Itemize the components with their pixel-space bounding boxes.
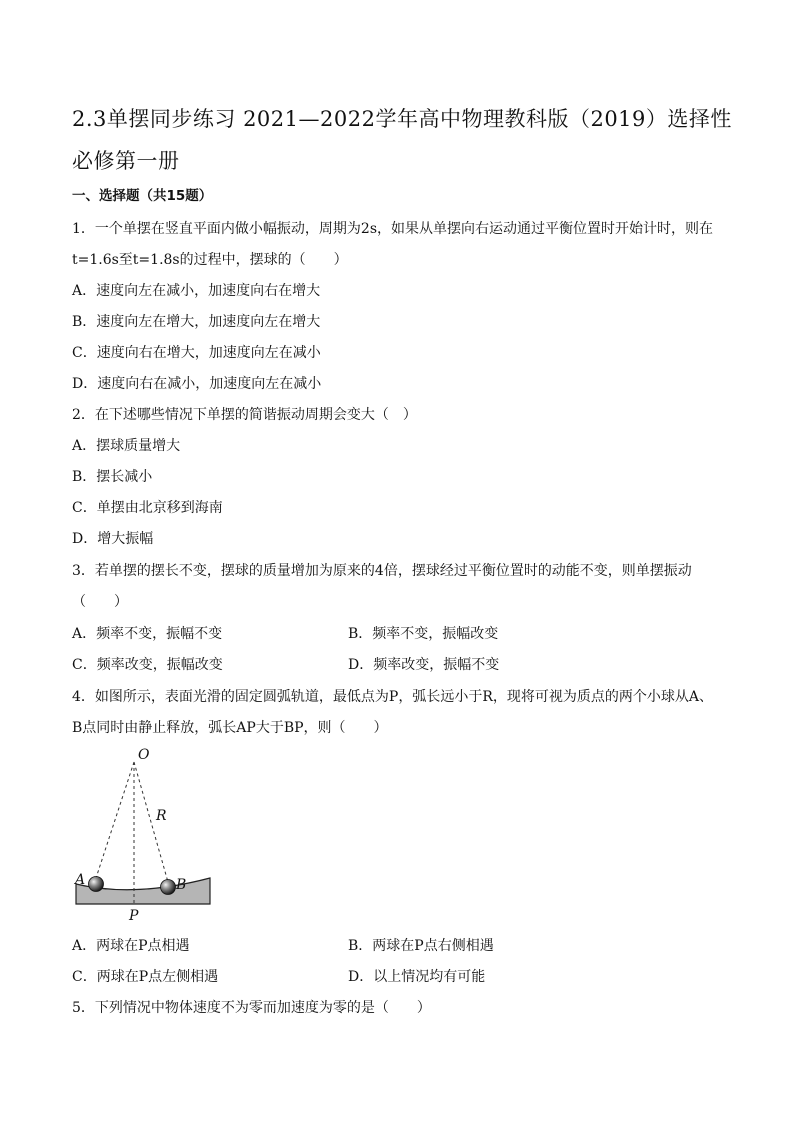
pendulum-arc-figure — [72, 742, 212, 924]
q1-option-c: C．速度向右在增大，加速度向左在减小 — [72, 345, 321, 361]
q2-option-a: A．摆球质量增大 — [72, 438, 181, 454]
q4-option-b: B．两球在P点右侧相遇 — [348, 938, 494, 954]
arc-track-diagram — [72, 742, 212, 924]
q2-option-c: C．单摆由北京移到海南 — [72, 500, 223, 516]
q3-option-b: B．频率不变，振幅改变 — [348, 626, 499, 642]
q1-option-d: D．速度向右在减小，加速度向左在减小 — [72, 376, 322, 392]
q2-option-b: B．摆长减小 — [72, 469, 153, 485]
q3-option-d: D．频率改变，振幅不变 — [348, 657, 500, 673]
q3-option-c: C．频率改变，振幅改变 — [72, 657, 223, 673]
q1-stem-line1: 1．一个单摆在竖直平面内做小幅振动，周期为2s，如果从单摆向右运动通过平衡位置时开始计时，则在 — [72, 221, 713, 237]
q4-stem-line1: 4．如图所示，表面光滑的固定圆弧轨道，最低点为P，弧长远小于R，现将可视为质点的两个小球从A、 — [72, 689, 713, 705]
label-o: O — [138, 747, 150, 763]
q3-stem-line2: （ ） — [72, 594, 128, 610]
q2-stem: 2．在下述哪些情况下单摆的简谐振动周期会变大（ ） — [72, 407, 417, 423]
q3-stem-line1: 3．若单摆的摆长不变，摆球的质量增加为原来的4倍，摆球经过平衡位置时的动能不变，则单摆振动 — [72, 563, 692, 579]
q1-stem-line2: t=1.6s至t=1.8s的过程中，摆球的（ ） — [72, 252, 348, 268]
ball-a — [89, 877, 104, 892]
label-p: P — [129, 908, 139, 924]
q3-option-a: A．频率不变，振幅不变 — [72, 626, 223, 642]
q1-option-a: A．速度向左在减小，加速度向右在增大 — [72, 283, 321, 299]
radius-line-oa — [96, 762, 134, 878]
q4-stem-line2: B点同时由静止释放，弧长AP大于BP，则（ ） — [72, 720, 388, 736]
label-r: R — [156, 808, 167, 824]
q2-option-d: D．增大振幅 — [72, 531, 154, 547]
label-b: B — [176, 877, 187, 893]
q5-stem: 5．下列情况中物体速度不为零而加速度为零的是（ ） — [72, 1000, 431, 1016]
q1-option-b: B．速度向左在增大，加速度向左在增大 — [72, 314, 321, 330]
label-a: A — [75, 872, 86, 888]
section-heading: 一、选择题（共15题） — [72, 188, 213, 204]
q4-option-a: A．两球在P点相遇 — [72, 938, 190, 954]
q4-option-d: D．以上情况均有可能 — [348, 969, 486, 985]
document-title: 2.3单摆同步练习 2021—2022学年高中物理教科版（2019）选择性必修第一册 — [72, 107, 732, 173]
ball-b — [161, 880, 176, 895]
q4-option-c: C．两球在P点左侧相遇 — [72, 969, 219, 985]
